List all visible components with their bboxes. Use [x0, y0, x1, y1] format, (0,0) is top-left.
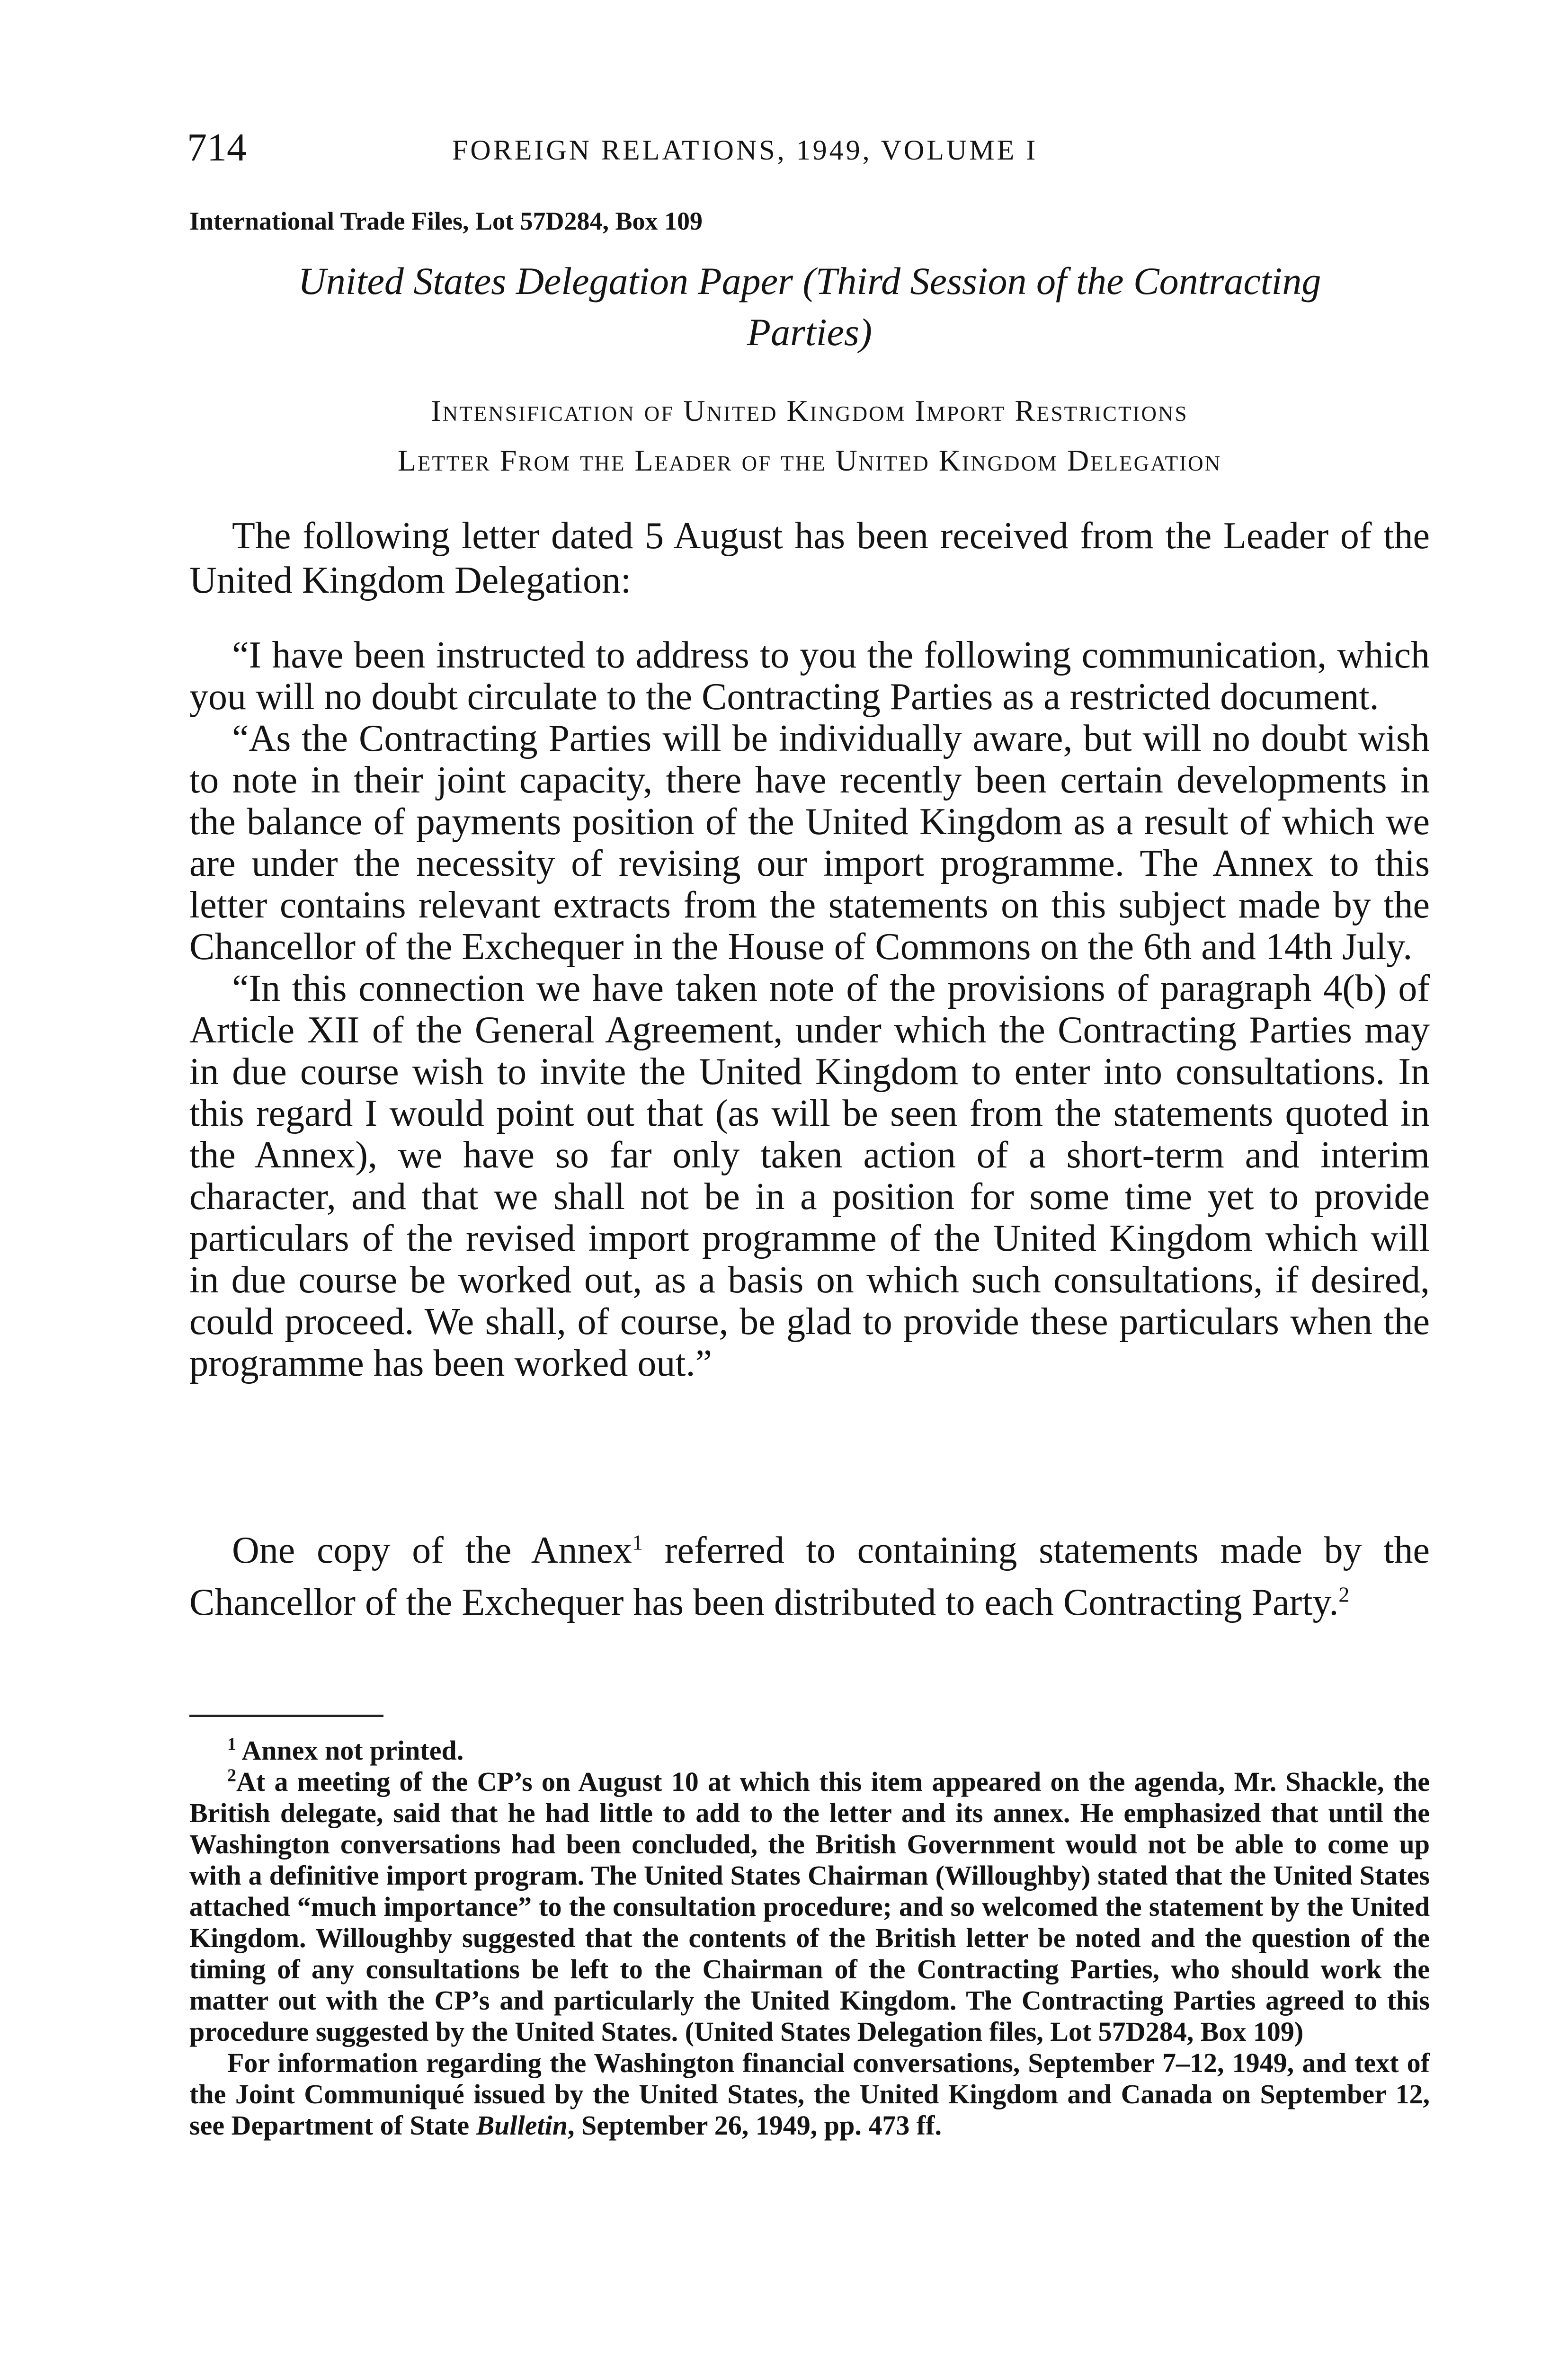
footnote-2-cont-end: , September 26, 1949, pp. 473 ff. [567, 2110, 942, 2141]
quoted-letter [189, 634, 1430, 1384]
section-heading-2: Letter From the Leader of the United Kingdom Delegation [397, 444, 1222, 477]
letter-paragraph-2: “As the Contracting Parties will be individually aware, but will no doubt wish to note in their joint capacity, there have recently been certain developments in the balance of payments position of the United Kingdom as a result of which we are under the necessity of revising our import programme. The Annex to this letter contains relevant extracts from the statements on this subject made by the Chancellor of the Exchequer in the House of Commons on the 6th and 14th July. [189, 718, 1430, 968]
document-title [189, 256, 1430, 358]
running-title: FOREIGN RELATIONS, 1949, VOLUME I [452, 134, 1038, 166]
source-line: International Trade Files, Lot 57D284, Box 109 [189, 207, 703, 235]
footnote-divider [189, 1715, 383, 1717]
running-header [187, 124, 1162, 171]
footnote-2-cont-text: For information regarding the Washington financial conversations, September 7–12, 1949, and text of the Joint Communiqué issued by the United States, the United Kingdom and Canada on September 12, see Department of State [189, 2047, 1430, 2141]
document-title-line-2: Parties) [747, 311, 873, 354]
closing-text-middle: referred to containing statements made by the Chancellor of the Exchequer has been distributed to each Contracting Party. [189, 1530, 1430, 1623]
intro-paragraph: The following letter dated 5 August has been received from the Leader of the United Kingdom Delegation: [189, 515, 1430, 601]
section-heading-1: Intensification of United Kingdom Import Restrictions [431, 394, 1188, 427]
footnote-1-mark: 1 [227, 1734, 236, 1754]
closing-paragraph [189, 1524, 1430, 1628]
footnote-1-text: Annex not printed. [241, 1735, 464, 1766]
footnote-2-text: At a meeting of the CP’s on August 10 at which this item appeared on the agenda, Mr. Shackle, the British delegate, said that he had little to add to the letter and its annex. He emphasized that until the Washington conversations had been concluded, the British Government would not be able to come up with a definitive import program. The United States Chairman (Willoughby) stated that the United States attached “much importance” to the consultation procedure; and so welcomed the statement by the United Kingdom. Willoughby suggested that the contents of the British letter be noted and the question of the timing of any consultations be left to the Chairman of the Contracting Parties, who should work the matter out with the CP’s and particularly the United Kingdom. The Contracting Parties agreed to this procedure suggested by the United States. (United States Delegation files, Lot 57D284, Box 109) [189, 1766, 1430, 2047]
footnotes [189, 1735, 1430, 2141]
page-number: 714 [187, 125, 247, 169]
letter-paragraph-1: “I have been instructed to address to you the following communication, which you will no doubt circulate to the Contracting Parties as a restricted document. [189, 634, 1430, 718]
bulletin-title: Bulletin [476, 2110, 568, 2141]
footnote-ref-2[interactable]: 2 [1338, 1582, 1350, 1607]
letter-paragraph-3: “In this connection we have taken note of the provisions of paragraph 4(b) of Article XII of the General Agreement, under which the Contracting Parties may in due course wish to invite the United Kingdom to enter into consultations. In this regard I would point out that (as will be seen from the statements quoted in the Annex), we have so far only taken action of a short-term and interim character, and that we shall not be in a position for some time yet to provide particulars of the revised import programme of the United Kingdom which will in due course be worked out, as a basis on which such consultations, if desired, could proceed. We shall, of course, be glad to provide these particulars when the programme has been worked out.” [189, 968, 1430, 1384]
footnote-2-continuation [189, 2047, 1430, 2141]
footnote-2 [189, 1766, 1430, 2047]
closing-text-start: One copy of the Annex [232, 1530, 633, 1571]
footnote-ref-1[interactable]: 1 [632, 1530, 643, 1555]
footnote-1 [189, 1735, 1430, 1766]
footnote-2-mark: 2 [227, 1765, 236, 1786]
document-title-line-1: United States Delegation Paper (Third Session of the Contracting [298, 259, 1321, 303]
